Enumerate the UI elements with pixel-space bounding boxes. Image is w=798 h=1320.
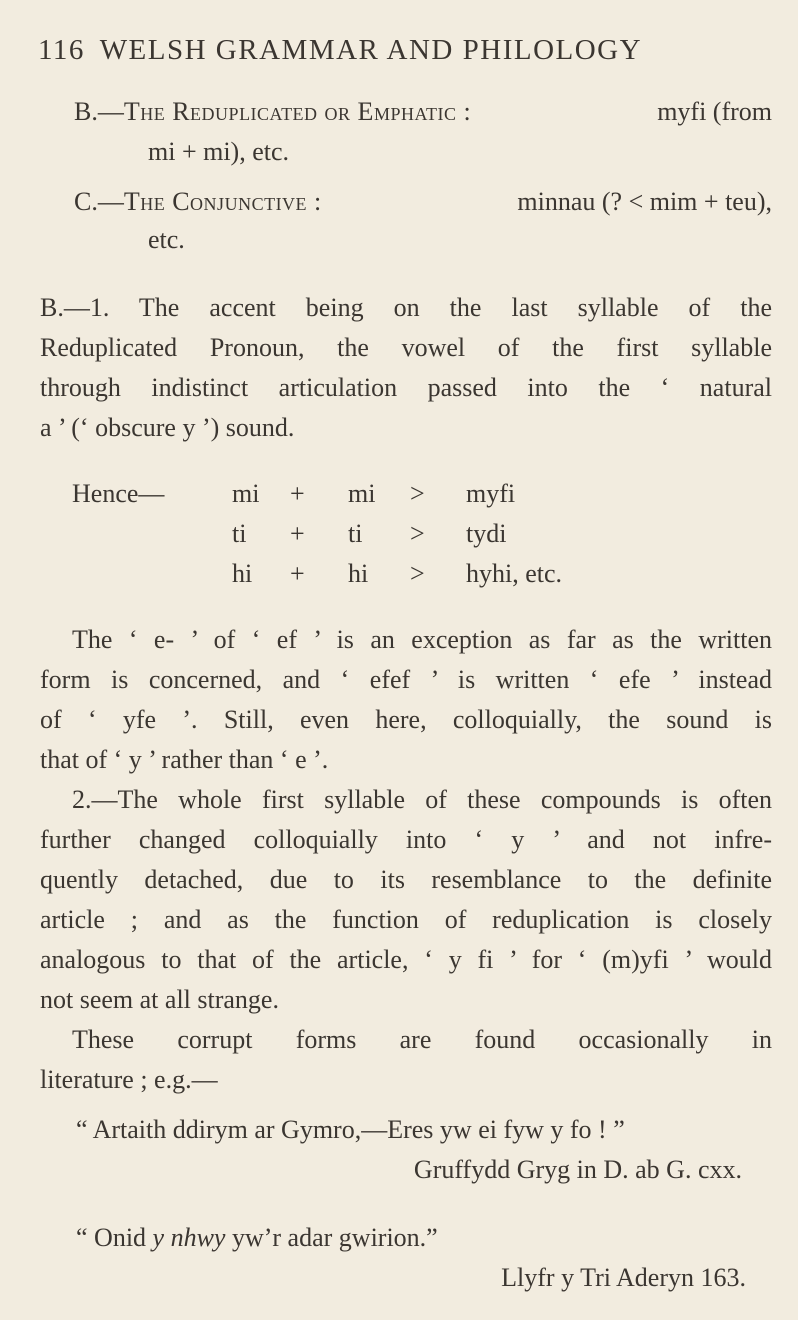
- para3-line: quently detached, due to its resemblance to the definite: [40, 865, 772, 894]
- para3-line: article ; and as the function of reduplication is closely: [40, 905, 772, 934]
- para3-line: 2.—The whole first syllable of these compounds is often: [72, 785, 772, 814]
- para4-line: literature ; e.g.—: [40, 1065, 218, 1094]
- para2-line: The ‘ e- ’ of ‘ ef ’ is an exception as far as the written: [72, 625, 772, 654]
- page-header: [38, 34, 642, 66]
- quote-2: “ Onid y nhwy yw’r adar gwirion.”: [76, 1223, 438, 1252]
- para1-line: a ’ (‘ obscure y ’) sound.: [40, 413, 295, 442]
- running-title: WELSH GRAMMAR AND PHILOLOGY: [99, 34, 643, 66]
- para2-line: of ‘ yfe ’. Still, even here, colloquially, the sound is: [40, 705, 772, 734]
- para1-line: B.—1. The accent being on the last syllable of the: [40, 293, 772, 322]
- form-b-name: The Reduplicated or Emphatic :: [123, 97, 472, 126]
- para1-line: Reduplicated Pronoun, the vowel of the first syllable: [40, 333, 772, 362]
- para1-line: through indistinct articulation passed into the ‘ natural: [40, 373, 772, 402]
- para3-line: not seem at all strange.: [40, 985, 279, 1014]
- quote-1: “ Artaith ddirym ar Gymro,—Eres yw ei fyw y fo ! ”: [76, 1115, 625, 1144]
- quote-1-source: Gruffydd Gryg in D. ab G. cxx.: [413, 1155, 742, 1184]
- para2-line: form is concerned, and ‘ efef ’ is written ‘ efe ’ instead: [40, 665, 772, 694]
- para3-line: further changed colloquially into ‘ y ’ and not infre-: [40, 825, 772, 854]
- form-c-example: minnau (? < mim + teu),: [517, 187, 772, 216]
- form-c-line2: etc.: [148, 225, 185, 254]
- para2-line: that of ‘ y ’ rather than ‘ e ’.: [40, 745, 329, 774]
- hence-label: Hence—: [72, 479, 165, 508]
- form-b-example: myfi (from: [657, 97, 772, 126]
- book-page: 116 WELSH GRAMMAR AND PHILOLOGY B.—The Reduplicated or Emphatic : myfi (from mi + mi), etc. C.—The Conjunctive : minnau (? < mim + teu), etc. B.—1. The accent being on the last syllable of the Reduplicated Pronoun, the vowel of the first syllable through indistinct articulation passed into the ‘ natural a ’ (‘ obscure y ’) sound. Hence— mi + mi > myfi ti + ti > tydi hi + hi > hyhi, etc. The ‘ e- ’ of ‘ ef ’ is an exception as far as the written form is concerned, and ‘ efef ’ is written ‘ efe ’ instead of ‘ yfe ’. Still, even here, colloquially, the sound is that of ‘ y ’ rather than ‘ e ’. 2.—The whole first syllable of these compounds is often further changed colloquially into ‘ y ’ and not infre- quently detached, due to its resemblance to the definite article ; and as the function of reduplication is closely analogous to that of the article, ‘ y fi ’ for ‘ (m)yfi ’ would not seem at all strange. These corrupt forms are found occasionally in literature ; e.g.— “ Artaith ddirym ar Gymro,—Eres yw ei fyw y fo ! ” Gruffydd Gryg in D. ab G. cxx. “ Onid y nhwy yw’r adar gwirion.” Llyfr y Tri Aderyn 163.: [38, 34, 772, 1292]
- quote-2-italic: y nhwy: [152, 1223, 226, 1252]
- page-number: 116: [38, 34, 85, 66]
- quote-2-source: Llyfr y Tri Aderyn 163.: [501, 1263, 746, 1292]
- form-c-line1: C.—The Conjunctive : minnau (? < mim + teu),: [74, 187, 772, 216]
- para4-line: These corrupt forms are found occasionally in: [72, 1025, 772, 1054]
- form-b-line2: mi + mi), etc.: [148, 137, 290, 166]
- form-c-name: The Conjunctive :: [123, 187, 322, 216]
- form-b-line1: B.—The Reduplicated or Emphatic : myfi (from: [74, 97, 772, 126]
- para3-line: analogous to that of the article, ‘ y fi ’ for ‘ (m)yfi ’ would: [40, 945, 772, 974]
